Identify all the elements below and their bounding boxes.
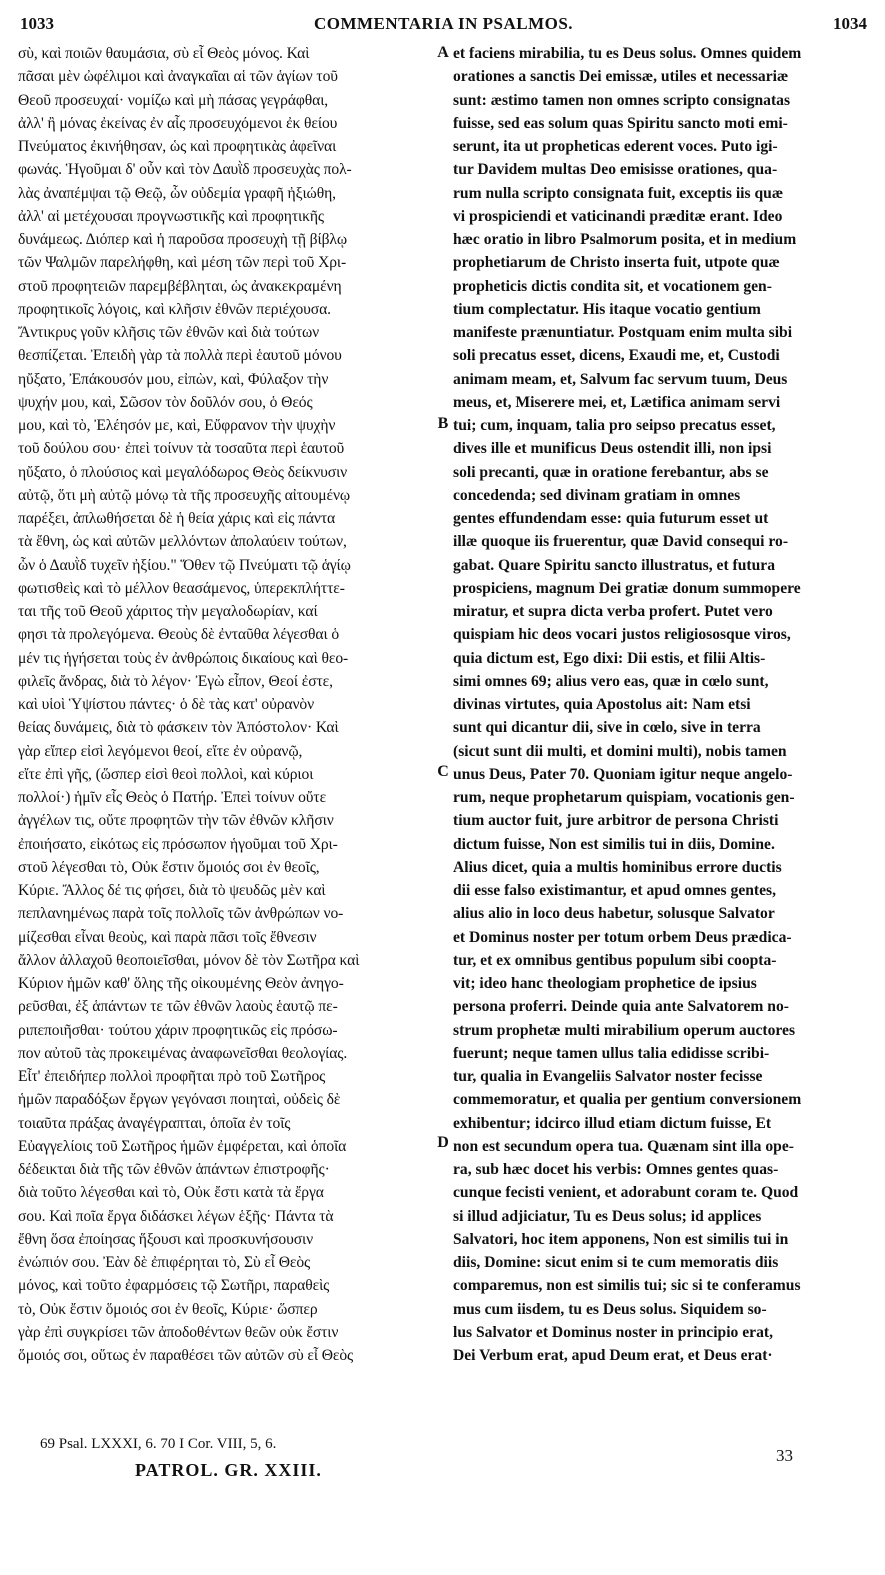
latin-text-line: tur Davidem multas Deo emisisse orationes, qua-	[453, 161, 778, 179]
volume-label: PATROL. GR. XXIII.	[135, 1460, 322, 1480]
latin-text-line: prospiciens, magnum Dei gratiæ donum summopere	[453, 579, 801, 597]
greek-text-line: σὺ, καὶ ποιῶν θαυμάσια, σὺ εἶ Θεὸς μόνος. Καὶ	[18, 45, 310, 62]
running-title: COMMENTARIA IN PSALMOS.	[313, 14, 574, 33]
greek-text-line: Εὐαγγελίοις τοῦ Σωτῆρος ἡμῶν ἐμφέρεται, καὶ ὁποῖα	[18, 1137, 347, 1155]
greek-text-line: ἡμῶν παραδόξων ἔργων γεγόνασι ποιηταὶ, οὐδεὶς δὲ	[18, 1091, 341, 1109]
greek-text-line: γὰρ εἴπερ εἰσὶ λεγόμενοι θεοί, εἴτε ἐν οὐρανῷ,	[18, 742, 303, 760]
signature-number: 33	[776, 1446, 793, 1465]
greek-column	[18, 42, 432, 1367]
greek-text-line: σου. Καὶ ποῖα ἔργα διδάσκει λέγων ἑξῆς· Πάντα τὰ	[18, 1207, 334, 1225]
greek-text-line: πολλοί·) ἡμῖν εἷς Θεὸς ὁ Πατήρ. Ἐπεὶ τοίνυν οὔτε	[18, 789, 327, 806]
greek-text-line: πεπλανημένως παρὰ τοῖς πολλοῖς τῶν ἀνθρώπων νο-	[18, 905, 344, 923]
greek-text-line: Ἄντικρυς γοῦν κλῆσις τῶν ἐθνῶν καὶ διὰ τούτων	[18, 324, 320, 341]
greek-text-line: μου, καὶ τὸ, Ἐλέησόν με, καὶ, Εὔφρανον τὴν ψυχὴν	[18, 417, 336, 434]
latin-text-line: tium complectatur. His itaque vocatio gentium	[453, 300, 761, 318]
greek-text-line: Θεοῦ προσευχαί· νομίζω καὶ μὴ πάσας γεγράφθαι,	[18, 91, 329, 109]
latin-text-line: diis, Domine: sicut enim si te cum memoratis diis	[453, 1254, 779, 1271]
latin-text-line: illæ quoque iis fruerentur, quæ David consequi ro-	[453, 533, 789, 551]
latin-text-line: non est secundum opera tua. Quænam sint illa ope-	[453, 1137, 794, 1155]
greek-text-line: στοῦ προφητειῶν παρεμβέβληται, ὡς ἀνακεκραμένη	[18, 277, 342, 295]
latin-column	[453, 42, 867, 1367]
greek-text-line: ριπεποιῆσθαι· τούτου χάριν προφητικῶς εἰς πρόσω-	[18, 1021, 338, 1039]
latin-text-line: sunt: æstimo tamen non omnes scripto consignatas	[453, 91, 791, 109]
latin-text-line: dii esse falso existimantur, et apud omnes gentes,	[453, 882, 776, 899]
latin-text-line: orationes a sanctis Dei emissæ, utiles et necessariæ	[453, 68, 789, 86]
greek-text-line: προφητικοῖς λόγοις, καὶ κλῆσιν ἐθνῶν περιέχουσα.	[18, 300, 331, 318]
latin-text-line: commemoratur, et qualia per gentium conversionem	[453, 1091, 802, 1109]
greek-text-line: ἐποιήσατο, εἰκότως εἰς πρόσωπον ἡγοῦμαι τοῦ Χρι-	[18, 835, 338, 853]
greek-text-line: ἀλλ' ἢ μόνας ἐκείνας ἐν αἷς προσευχόμενοι ἐκ θείου	[18, 114, 338, 132]
greek-text-line: μίζεσθαι εἶναι θεοὺς, καὶ παρὰ πᾶσι τοῖς ἔθνεσιν	[18, 928, 317, 946]
greek-text-line: μόνος, καὶ τοῦτο ἐφαρμόσεις τῷ Σωτῆρι, παραθεὶς	[18, 1277, 330, 1295]
latin-text-line: unus Deus, Pater 70. Quoniam igitur neque angelo-	[453, 765, 793, 783]
latin-text-line: dives ille et munificus Deus ostendit illi, non ipsi	[453, 440, 772, 458]
footnotes: 69 Psal. LXXXI, 6. 70 I Cor. VIII, 5, 6.	[40, 1436, 277, 1452]
latin-text-line: propheticis dictis condita sit, et vocationem gen-	[453, 277, 772, 295]
latin-text-line: Alius dicet, quia a multis hominibus errore ductis	[453, 858, 782, 876]
latin-text-line: soli precanti, quæ in oratione ferebantur, abs se	[453, 463, 769, 481]
greek-text-line: ρεῦσθαι, ἐξ ἁπάντων τε τῶν ἐθνῶν λαοὺς ἑαυτῷ πε-	[18, 998, 338, 1016]
latin-text-line: tur, et ex omnibus gentibus populum sibi coopta-	[453, 951, 777, 969]
right-page-number: 1034	[833, 14, 867, 33]
greek-text-line: φιλεῖς ἄνδρας, διὰ τὸ λέγον· Ἐγὼ εἶπον, Θεοί ἐστε,	[18, 672, 333, 690]
greek-text-line: τοῦ δούλου σου· ἐπεὶ τοίνυν τὰ τοσαῦτα περὶ ἑαυτοῦ	[18, 440, 345, 458]
greek-text-line: παρέξει, ἀπλωθήσεται δὲ ἡ θεία χάρις καὶ εἰς πάντα	[18, 510, 336, 527]
latin-text-line: mus cum iisdem, tu es Deus solus. Siquidem so-	[453, 1300, 767, 1318]
latin-text-line: tium auctor fuit, jure arbitror de persona Christi	[453, 812, 779, 830]
latin-text-line: exhibentur; idcirco illud etiam dictum fuisse, Et	[453, 1114, 772, 1132]
section-marker-a: A	[437, 44, 449, 61]
latin-text-line: ra, sub hæc docet his verbis: Omnes gentes quas-	[453, 1161, 779, 1178]
latin-text-line: strum prophetæ multi mirabilium operum auctores	[453, 1021, 796, 1039]
greek-text-line: ηὔξατο, Ἐπάκουσόν μου, εἰπὼν, καὶ, Φύλαξον τὴν	[18, 370, 329, 388]
greek-text-line: διὰ τοῦτο λέγεσθαι καὶ τὸ, Οὐκ ἔστι κατὰ τὰ ἔργα	[18, 1184, 324, 1202]
latin-text-line: hæc oratio in libro Psalmorum posita, et in medium	[453, 231, 797, 248]
greek-text-line: ὧν ὁ Δαυῒδ τυχεῖν ἠξίου." Ὅθεν τῷ Πνεύματι τῷ ἁγίῳ	[18, 556, 351, 574]
greek-text-line: ἄλλον ἀλλαχοῦ θεοποιεῖσθαι, μόνον δὲ τὸν Σωτῆρα καὶ	[18, 951, 360, 969]
latin-text-line: alius alio in loco deus habetur, solusque Salvator	[453, 905, 775, 923]
greek-text-line: ἀγγέλων τις, οὔτε προφητῶν τὴν τῶν ἐθνῶν κλῆσιν	[18, 812, 334, 830]
greek-text-line: φησι τὰ προλεγόμενα. Θεοὺς δὲ ἐνταῦθα λέγεσθαι ὁ	[18, 626, 340, 644]
greek-text-line: ἀλλ' αἱ μετέχουσαι προγνωστικῆς καὶ προφητικῆς	[18, 207, 325, 225]
latin-text-line: et faciens mirabilia, tu es Deus solus. Omnes quidem	[453, 45, 802, 62]
section-marker-b: B	[437, 415, 449, 432]
greek-text-line: Κύριον ἡμῶν καθ' ὅλης τῆς οἰκουμένης Θεὸν ἀνηγο-	[18, 975, 344, 992]
greek-text-line: θεσπίζεται. Ἐπειδὴ γὰρ τὰ πολλὰ περὶ ἑαυτοῦ μόνου	[18, 347, 342, 365]
greek-text-line: φωτισθεὶς καὶ τὸ μέλλον θεασάμενος, ὑπερεκπλήττε-	[18, 579, 345, 597]
greek-text-line: πον αὐτοῦ τὰς προκειμένας ἀναφωνεῖσθαι θεολογίας.	[18, 1044, 348, 1062]
latin-text-line: lus Salvator et Dominus noster in principio erat,	[453, 1323, 773, 1341]
latin-text-line: cunque fecisti venient, et adorabunt coram te. Quod	[453, 1184, 799, 1202]
latin-text-line: tui; cum, inquam, talia pro seipso precatus esset,	[453, 417, 776, 434]
greek-text-line: θείας δυνάμεις, διὰ τὸ φάσκειν τὸν Ἀπόστολον· Καὶ	[18, 719, 339, 737]
latin-text-line: gabat. Quare Spiritu sancto illustratus, et futura	[453, 556, 775, 574]
latin-text-line: si illud adjiciatur, Tu es Deus solus; id applices	[453, 1207, 762, 1225]
greek-text-line: Κύριε. Ἄλλος δέ τις φήσει, διὰ τὸ ψευδῶς μὲν καὶ	[18, 882, 326, 899]
greek-text-line: Εἶτ' ἐπειδήπερ πολλοὶ προφῆται πρὸ τοῦ Σωτῆρος	[18, 1068, 326, 1085]
latin-text-line: animam meam, et, Salvum fac servum tuum, Deus	[453, 370, 788, 388]
latin-text-line: vit; ideo hanc theologiam prophetice de ipsius	[453, 975, 757, 992]
latin-text-line: sunt qui dicantur dii, sive in cœlo, sive in terra	[453, 719, 761, 737]
greek-text-line: στοῦ λέγεσθαι τὸ, Οὐκ ἔστιν ὅμοιός σοι ἐν θεοῖς,	[18, 858, 320, 876]
latin-text-line: quia dictum est, Ego dixi: Dii estis, et filii Altis-	[453, 649, 766, 667]
latin-text-line: fuisse, sed eas solum quas Spiritu sancto moti emi-	[453, 114, 788, 132]
latin-text-line: gentes effundendam esse: quia futurum esset ut	[453, 510, 769, 527]
latin-text-line: serunt, ita ut propheticas ederent voces. Puto igi-	[453, 138, 778, 155]
latin-text-line: rum nulla scripto consignata fuit, exceptis iis quæ	[453, 184, 784, 202]
greek-text-line: πᾶσαι μὲν ὠφέλιμοι καὶ ἀναγκαῖαι αἱ τῶν ἁγίων τοῦ	[18, 68, 338, 86]
latin-text-line: Salvatori, hoc item apponens, Non est similis tui in	[453, 1230, 789, 1248]
greek-text-line: τὸ, Οὐκ ἔστιν ὅμοιός σοι ἐν θεοῖς, Κύριε· ὥσπερ	[18, 1300, 318, 1318]
greek-text-line: ται τῆς τοῦ Θεοῦ χάριτος τὴν μεγαλοδωρίαν, καί	[18, 603, 318, 620]
greek-text-line: ἔθνη ὅσα ἐποίησας ἥξουσι καὶ προσκυνήσουσιν	[18, 1230, 314, 1248]
greek-text-line: Πνεύματος ἐκινήθησαν, ὡς καὶ προφητικὰς ἀφεῖναι	[18, 138, 337, 155]
greek-text-line: μέν τις ἡγήσεται τοὺς ἐν ἀνθρώποις δικαίους καὶ θεο-	[18, 649, 349, 667]
latin-text-line: Dei Verbum erat, apud Deum erat, et Deus erat·	[453, 1347, 773, 1364]
latin-text-line: meus, et, Miserere mei, et, Lætifica animam servi	[453, 393, 781, 411]
latin-text-line: fuerunt; neque tamen ullus talia edidisse scribi-	[453, 1044, 770, 1062]
left-page-number: 1033	[20, 14, 54, 33]
section-marker-d: D	[437, 1134, 449, 1151]
greek-text-line: δέδεικται διὰ τῆς τῶν ἐθνῶν ἁπάντων ἐπιστροφῆς·	[18, 1161, 330, 1178]
running-header	[20, 14, 867, 36]
greek-text-line: γὰρ ἐπὶ συγκρίσει τῶν ἀποδοθέντων θεῶν οὐκ ἔστιν	[18, 1323, 339, 1341]
greek-text-line: τὰ ἔθνη, ὡς καὶ αὐτῶν μελλόντων ἀπολαύειν τούτων,	[18, 533, 347, 551]
greek-text-line: ἐνώπιόν σου. Ἐὰν δὲ ἐπιφέρηται τὸ, Σὺ εἶ Θεὸς	[18, 1254, 311, 1271]
latin-text-line: simi omnes 69; alius vero eas, quæ in cœlo sunt,	[453, 672, 769, 690]
section-marker-c: C	[437, 763, 449, 780]
latin-text-line: quispiam hic deos vocari justos religiososque viros,	[453, 626, 791, 644]
latin-text-line: prophetiarum de Christo inserta fuit, utpote quæ	[453, 254, 780, 272]
latin-text-line: comparemus, non est similis tui; sic si te conferamus	[453, 1277, 801, 1295]
greek-text-line: λὰς ἀναπέμψαι τῷ Θεῷ, ὧν οὐδεμία γραφῆ ἠξιώθη,	[18, 184, 336, 202]
latin-text-line: dictum fuisse, Non est similis tui in diis, Domine.	[453, 835, 775, 853]
latin-text-line: manifeste prænuntiatur. Postquam enim multa sibi	[453, 324, 793, 341]
greek-text-line: καὶ υἱοὶ Ὑψίστου πάντες· ὁ δὲ τὰς κατ' οὐρανὸν	[18, 696, 315, 713]
latin-text-line: et Dominus noster per totum orbem Deus prædica-	[453, 928, 792, 946]
greek-text-line: ηὔξατο, ὁ πλούσιος καὶ μεγαλόδωρος Θεὸς δείκνυσιν	[18, 463, 348, 481]
latin-text-line: vi prospiciendi et vaticinandi præditæ erant. Ideo	[453, 207, 783, 225]
latin-text-line: (sicut sunt dii multi, et domini multi), nobis tamen	[453, 742, 787, 760]
latin-text-line: divinas virtutes, quia Apostolus ait: Nam etsi	[453, 696, 751, 713]
greek-text-line: ὅμοιός σοι, οὕτως ἐν παραθέσει τῶν αὐτῶν σὺ εἶ Θεὸς	[18, 1347, 354, 1364]
latin-text-line: soli precatus esset, dicens, Exaudi me, et, Custodi	[453, 347, 780, 365]
greek-text-line: δυνάμεως. Διόπερ καὶ ἡ παροῦσα προσευχὴ τῇ βίβλῳ	[18, 231, 348, 248]
greek-text-line: αὐτῷ, ὅτι μὴ αὐτῷ μόνῳ τὰ τῆς προσευχῆς αἰτουμένῳ	[18, 486, 351, 504]
latin-text-line: concedenda; sed divinam gratiam in omnes	[453, 486, 741, 504]
greek-text-line: τῶν Ψαλμῶν παρελήφθη, καὶ μέση τῶν περὶ τοῦ Χρι-	[18, 254, 347, 272]
latin-text-line: miratur, et supra dicta verba profert. Putet vero	[453, 603, 773, 620]
greek-text-line: εἴτε ἐπὶ γῆς, (ὥσπερ εἰσὶ θεοὶ πολλοὶ, καὶ κύριοι	[18, 765, 314, 783]
greek-text-line: ψυχήν μου, καὶ, Σῶσον τὸν δοῦλόν σου, ὁ Θεός	[18, 393, 313, 411]
greek-text-line: τοιαῦτα πράξας ἀναγέγραπται, ὁποῖα ἐν τοῖς	[18, 1114, 291, 1132]
latin-text-line: rum, neque prophetarum quispiam, vocationis gen-	[453, 789, 795, 806]
greek-text-line: φωνάς. Ἡγοῦμαι δ' οὖν καὶ τὸν Δαυῒδ προσευχὰς πολ-	[18, 161, 352, 179]
latin-text-line: tur, qualia in Evangeliis Salvator noster fecisse	[453, 1068, 763, 1085]
latin-text-line: persona proferri. Deinde quia ante Salvatorem no-	[453, 998, 789, 1016]
